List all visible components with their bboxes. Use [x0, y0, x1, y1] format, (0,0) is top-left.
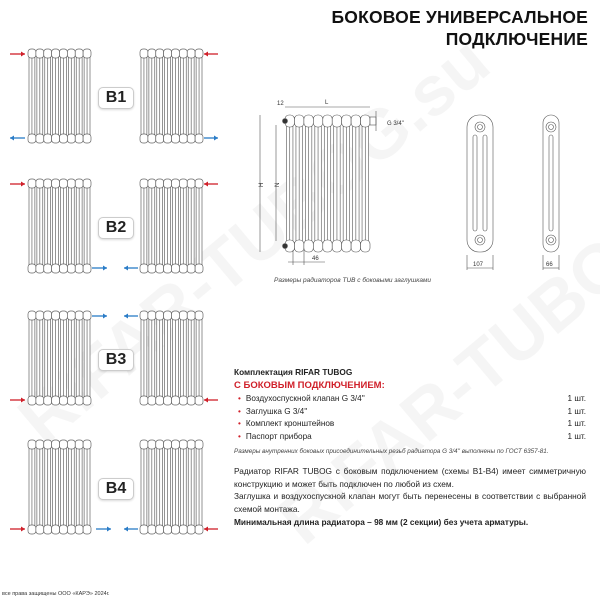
flow-arrow-icon — [204, 52, 218, 57]
scheme-b4 — [0, 435, 240, 535]
flow-arrow-icon — [10, 527, 25, 532]
description — [234, 465, 586, 529]
copyright-footer: все права защищены ООО «КАРЭ» 2024г. — [2, 591, 110, 597]
scheme-b2 — [0, 174, 240, 274]
radiator-icon — [140, 49, 203, 143]
kit-subheading: С БОКОВЫМ ПОДКЛЮЧЕНИЕМ: — [234, 380, 385, 391]
description-p1: Радиатор RIFAR TUBOG с боковым подключением (схемы B1-B4) имеет симметричную конструкцию и может быть подключен по любой из схем. — [234, 466, 586, 489]
flow-arrow-icon — [10, 182, 25, 187]
list-item — [234, 432, 586, 445]
bullet-icon: • — [238, 406, 241, 416]
scheme-b1 — [0, 44, 240, 144]
item-name: Заглушка G 3/4'' — [245, 406, 308, 416]
flow-arrow-icon — [10, 52, 25, 57]
item-name: Воздухоспускной клапан G 3/4'' — [245, 394, 365, 403]
dim-46: 46 — [312, 256, 319, 262]
dim-12: 12 — [277, 101, 284, 107]
bullet-icon: • — [238, 431, 241, 441]
item-name: Комплект кронштейнов — [245, 419, 335, 428]
dim-H: H — [259, 182, 265, 187]
scheme-label: B2 — [98, 217, 134, 239]
kit-heading: Комплектация RIFAR TUBOG — [234, 367, 353, 377]
item-qty: 1 шт. — [567, 419, 586, 428]
radiator-icon — [140, 440, 203, 534]
radiator-icon — [28, 311, 91, 405]
kit-section — [234, 367, 586, 455]
title-line-2: ПОДКЛЮЧЕНИЕ — [445, 29, 588, 49]
drawing-caption: Размеры радиаторов TUB с боковыми заглушками — [274, 277, 432, 284]
flow-arrow-icon — [204, 398, 218, 403]
dim-thread: G 3/4'' — [387, 121, 404, 127]
flow-arrow-icon — [204, 136, 218, 141]
dim-107: 107 — [473, 262, 484, 268]
scheme-label: B1 — [98, 87, 134, 109]
side-view-107 — [467, 115, 493, 270]
list-item — [234, 419, 586, 432]
list-item — [234, 407, 586, 420]
flow-arrow-icon — [96, 527, 111, 532]
flow-arrow-icon — [204, 527, 218, 532]
description-p2: Заглушка и воздухоспускной клапан могут быть перенесены в соответствии с выбранной схемой монтажа. — [234, 491, 586, 515]
item-qty: 1 шт. — [567, 431, 586, 441]
page-title — [331, 6, 588, 50]
radiator-icon — [28, 179, 91, 273]
flow-arrow-icon — [92, 314, 107, 319]
flow-arrow-icon — [124, 527, 138, 532]
radiator-icon — [28, 440, 91, 534]
flow-arrow-icon — [92, 266, 107, 271]
bullet-icon: • — [238, 419, 241, 428]
flow-arrow-icon — [124, 266, 138, 271]
scheme-label: B4 — [98, 478, 134, 500]
flow-arrow-icon — [10, 136, 25, 141]
item-qty: 1 шт. — [567, 394, 586, 403]
radiator-icon — [140, 311, 203, 405]
scheme-b3 — [0, 306, 240, 406]
dimension-drawing — [255, 90, 595, 275]
dim-66: 66 — [546, 262, 553, 268]
radiator-icon — [28, 49, 91, 143]
list-item — [234, 394, 586, 407]
flow-arrow-icon — [204, 182, 218, 187]
title-line-1: БОКОВОЕ УНИВЕРСАЛЬНОЕ — [331, 7, 588, 27]
description-p3: Минимальная длина радиатора – 98 мм (2 секции) без учета арматуры. — [234, 516, 529, 527]
front-view — [283, 111, 377, 252]
item-name: Паспорт прибора — [245, 431, 312, 441]
flow-arrow-icon — [10, 398, 25, 403]
scheme-label: B3 — [98, 349, 134, 371]
radiator-icon — [140, 179, 203, 273]
bullet-icon: • — [238, 394, 241, 403]
flow-arrow-icon — [124, 314, 138, 319]
dim-N: N — [275, 182, 281, 187]
item-qty: 1 шт. — [567, 406, 586, 416]
side-view-66 — [543, 115, 559, 270]
kit-note: Размеры внутренних боковых присоединительных резьб радиатора G 3/4'' выполнены по ГОСТ 6357-81. — [234, 448, 549, 455]
dim-L: L — [325, 100, 329, 106]
